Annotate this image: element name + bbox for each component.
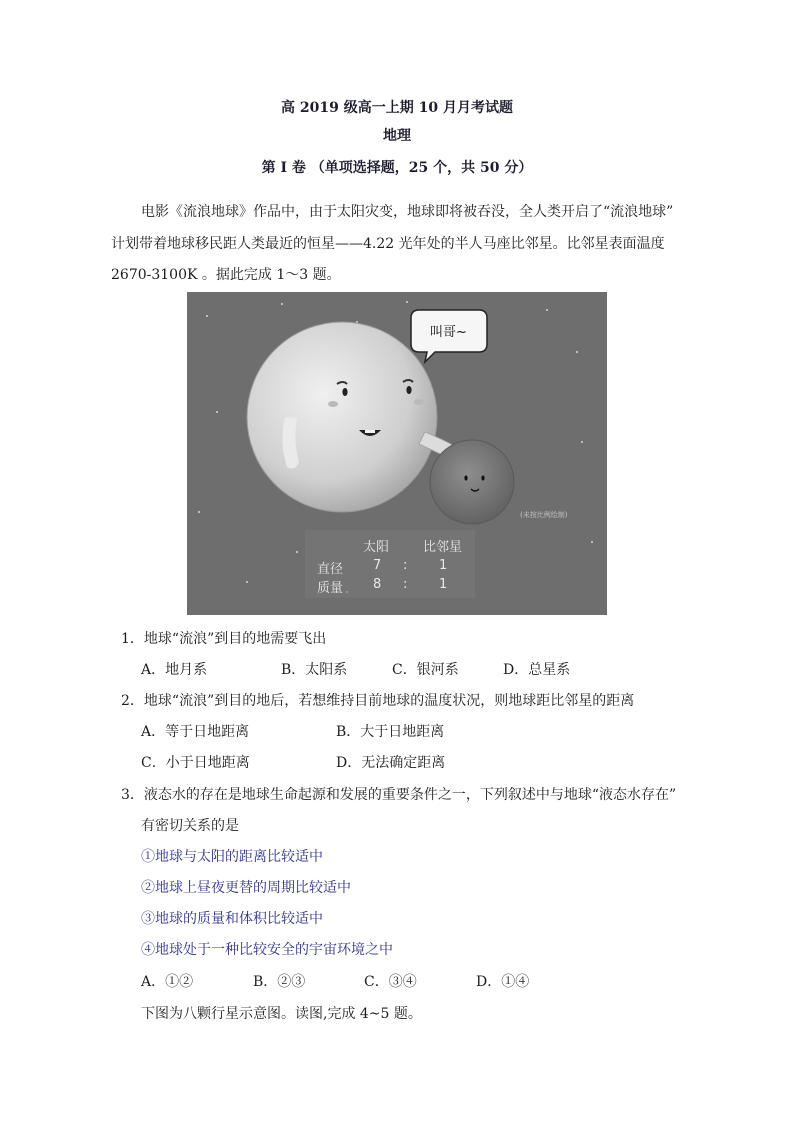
illustration-drawing <box>187 292 607 615</box>
q3-statement-2: ②地球上昼夜更替的周期比较适中 <box>141 880 351 896</box>
exam-title: 高 2019 级高一上期 10 月月考试题 <box>281 100 513 116</box>
proxima-circle <box>430 440 514 524</box>
q3-stem-line-1: 3．液态水的存在是地球生命起源和发展的重要条件之一，下列叙述中与地球“液态水存在” <box>121 787 677 803</box>
speech-text: 叫哥~ <box>430 325 467 340</box>
q2-option-c: C．小于日地距离 <box>141 755 250 771</box>
subject-title: 地理 <box>383 128 411 144</box>
row-mass-label: 质量 <box>317 581 344 596</box>
q1-option-d: D．总星系 <box>503 662 571 678</box>
q2-option-a: A．等于日地距离 <box>141 724 250 740</box>
q3-statement-1: ①地球与太阳的距离比较适中 <box>141 849 323 865</box>
next-questions-intro: 下图为八颗行星示意图。读图,完成 4~5 题。 <box>141 1006 422 1022</box>
row-mass-sep: : <box>403 577 408 592</box>
row-diameter-sep: : <box>403 558 408 573</box>
table-header-proxima: 比邻星 <box>423 540 463 555</box>
q3-option-a: A．①② <box>141 974 194 990</box>
scale-note: (未按比例绘制) <box>520 511 568 519</box>
q3-option-c: C．③④ <box>364 974 417 990</box>
q1-option-a: A．地月系 <box>141 662 208 678</box>
q3-stem-line-2: 有密切关系的是 <box>141 818 239 834</box>
q3-statement-3: ③地球的质量和体积比较适中 <box>141 911 323 927</box>
sun-proxima-illustration <box>187 292 607 615</box>
q1-option-c: C．银河系 <box>392 662 459 678</box>
section-title: 第 I 卷 （单项选择题，25 个，共 50 分） <box>261 160 533 176</box>
intro-line-2: 计划带着地球移民距人类最近的恒星——4.22 光年处的半人马座比邻星。比邻星表面温度 <box>111 236 665 252</box>
row-diameter-proxima: 1 <box>439 558 448 573</box>
q3-option-b: B．②③ <box>253 974 306 990</box>
intro-line-3: 2670-3100K 。据此完成 1～3 题。 <box>111 267 341 283</box>
q3-option-d: D．①④ <box>476 974 530 990</box>
row-diameter-label: 直径 <box>317 562 344 577</box>
q1-stem: 1．地球“流浪”到目的地需要飞出 <box>121 631 327 647</box>
q2-option-d: D．无法确定距离 <box>336 755 446 771</box>
sun-circle <box>247 322 437 512</box>
table-header-sun: 太阳 <box>363 540 390 555</box>
q1-option-b: B．太阳系 <box>281 662 348 678</box>
intro-line-1: 电影《流浪地球》作品中，由于太阳灾变，地球即将被吞没，全人类开启了“流浪地球” <box>141 204 674 220</box>
row-diameter-sun: 7 <box>373 558 382 573</box>
row-mass-proxima: 1 <box>439 577 448 592</box>
q2-option-b: B．大于日地距离 <box>336 724 445 740</box>
q2-stem: 2．地球“流浪”到目的地后，若想维持目前地球的温度状况，则地球距比邻星的距离 <box>121 693 635 709</box>
row-mass-sun: 8 <box>373 577 382 592</box>
q3-statement-4: ④地球处于一种比较安全的宇宙环境之中 <box>141 942 393 958</box>
